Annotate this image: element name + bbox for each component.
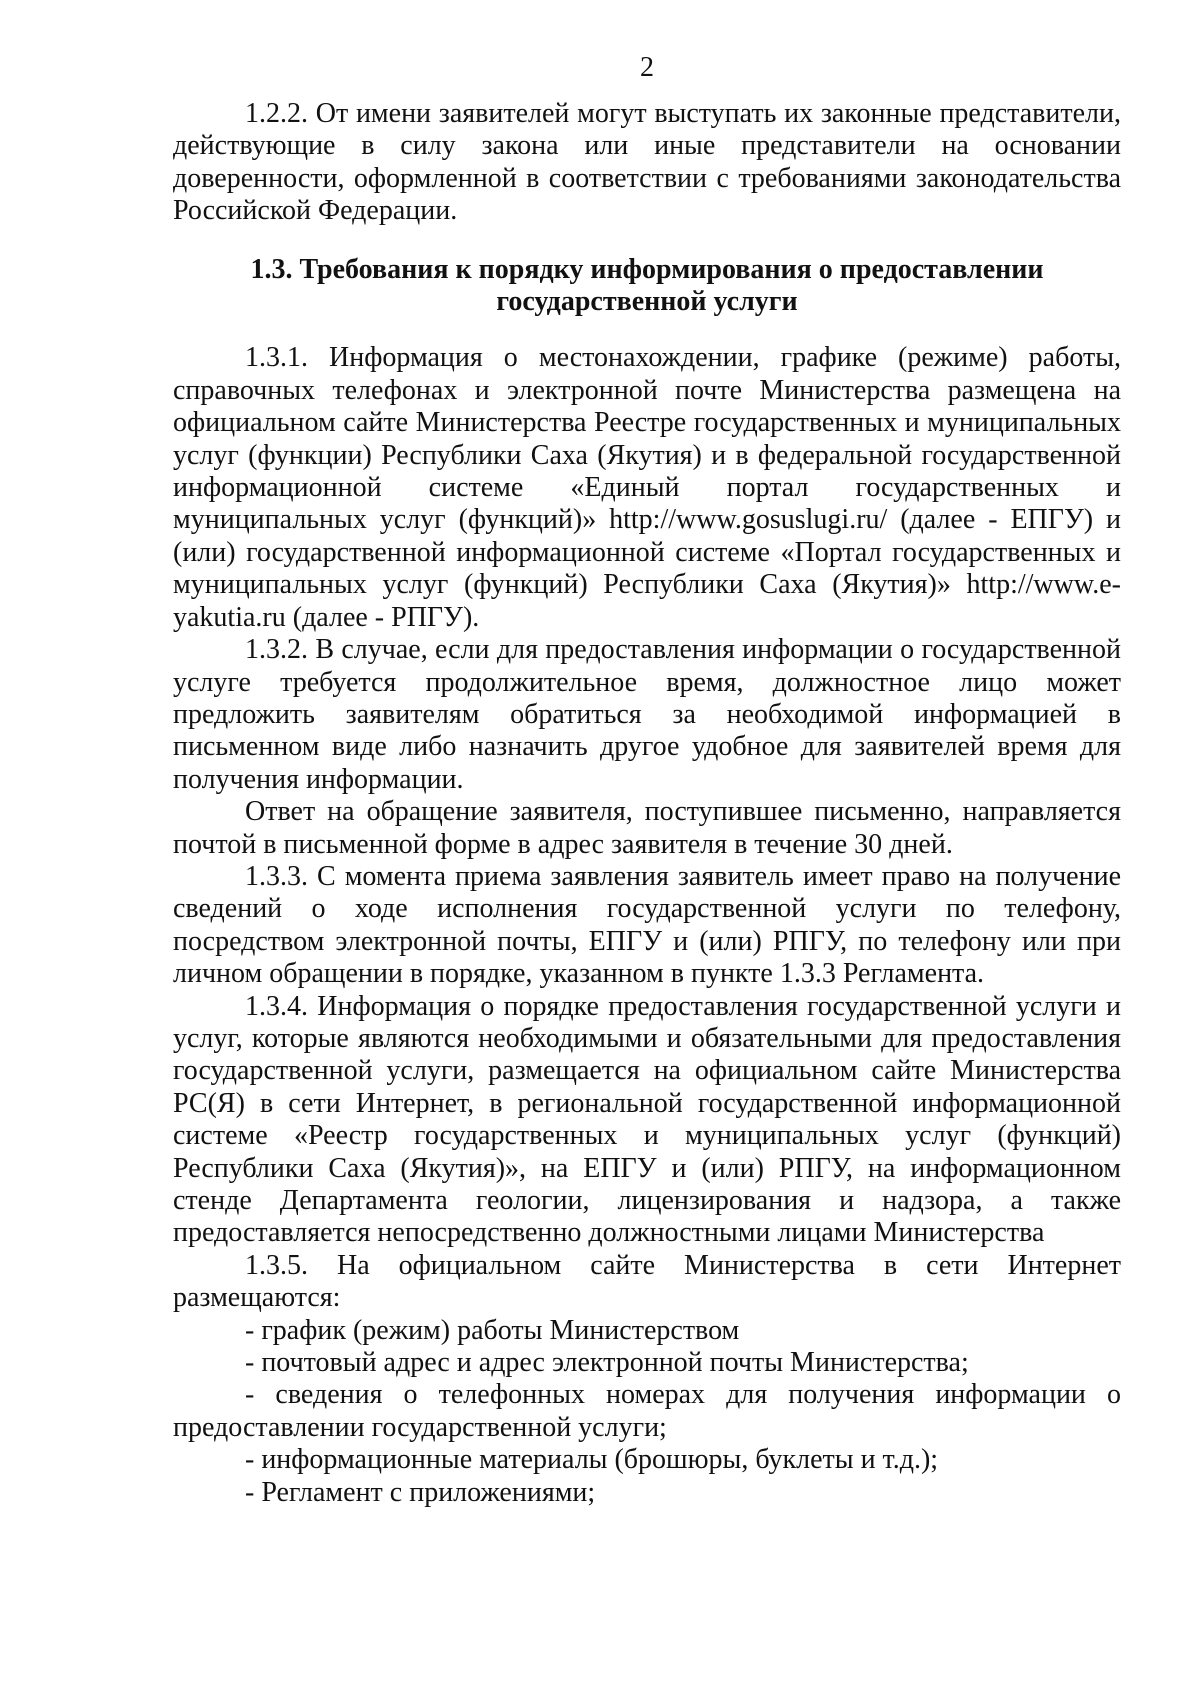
list-item-info-materials: - информационные материалы (брошюры, буклеты и т.д.); (245, 1444, 939, 1476)
paragraph-1-3-1: 1.3.1. Информация о местонахождении, графике (режиме) работы, справочных телефонах и электронной почте Министерства размещена на официальном сайте Министерства Реестре государственных и муниципальных услуг (функции) Республики Саха (Якутия) и в федеральной государственной информационной системе «Единый портал государственных и муниципальных услуг (функций)» http://www.gosuslugi.ru/ (далее - ЕПГУ) и (или) государственной информационной системе «Портал государственных и муниципальных услуг (функций) Республики Саха (Якутия)» http://www.e-yakutia.ru (далее - РПГУ). (173, 342, 1121, 633)
list-item-schedule: - график (режим) работы Министерством (245, 1314, 740, 1346)
paragraph-1-3-5: 1.3.5. На официальном сайте Министерства в сети Интернет размещаются: (173, 1249, 1121, 1314)
section-heading-line-1: 1.3. Требования к порядку информирования о предоставлении (250, 253, 1044, 285)
paragraph-1-2-2: 1.2.2. От имени заявителей могут выступать их законные представители, действующие в силу закона или иные представители на основании доверенности, оформленной в соответствии с требованиями законодательства Российской Федерации. (173, 98, 1121, 227)
paragraph-1-3-2: 1.3.2. В случае, если для предоставления информации о государственной услуге требуется продолжительное время, должностное лицо может предложить заявителям обратиться за необходимой информацией в письменном виде либо назначить другое удобное для заявителей время для получения информации. (173, 634, 1121, 795)
paragraph-1-3-3: 1.3.3. С момента приема заявления заявитель имеет право на получение сведений о ходе исполнения государственной услуги по телефону, посредством электронной почты, ЕПГУ и (или) РПГУ, по телефону или при личном обращении в порядке, указанном в пункте 1.3.3 Регламента. (173, 860, 1121, 990)
list-item-postal-address: - почтовый адрес и адрес электронной почты Министерства; (245, 1347, 969, 1379)
paragraph-1-3-4: 1.3.4. Информация о порядке предоставления государственной услуги и услуг, которые являются необходимыми и обязательными для предоставления государственной услуги, размещается на официальном сайте Министерства РС(Я) в сети Интернет, в региональной государственной информационной системе «Реестр государственных и муниципальных услуг (функций) Республики Саха (Якутия)», на ЕПГУ и (или) РПГУ, на информационном стенде Департамента геологии, лицензирования и надзора, а также предоставляется непосредственно должностными лицами Министерства (173, 990, 1121, 1249)
document-page (173, 52, 1121, 1509)
list-item-regulation: - Регламент с приложениями; (245, 1476, 596, 1508)
section-heading-1-3 (173, 254, 1121, 319)
paragraph-answer: Ответ на обращение заявителя, поступившее письменно, направляется почтой в письменной форме в адрес заявителя в течение 30 дней. (173, 796, 1121, 860)
section-heading-line-2: государственной услуги (496, 286, 798, 318)
page-number: 2 (640, 52, 654, 83)
list-item-phone-numbers: - сведения о телефонных номерах для получения информации о предоставлении государственной услуги; (173, 1379, 1121, 1443)
